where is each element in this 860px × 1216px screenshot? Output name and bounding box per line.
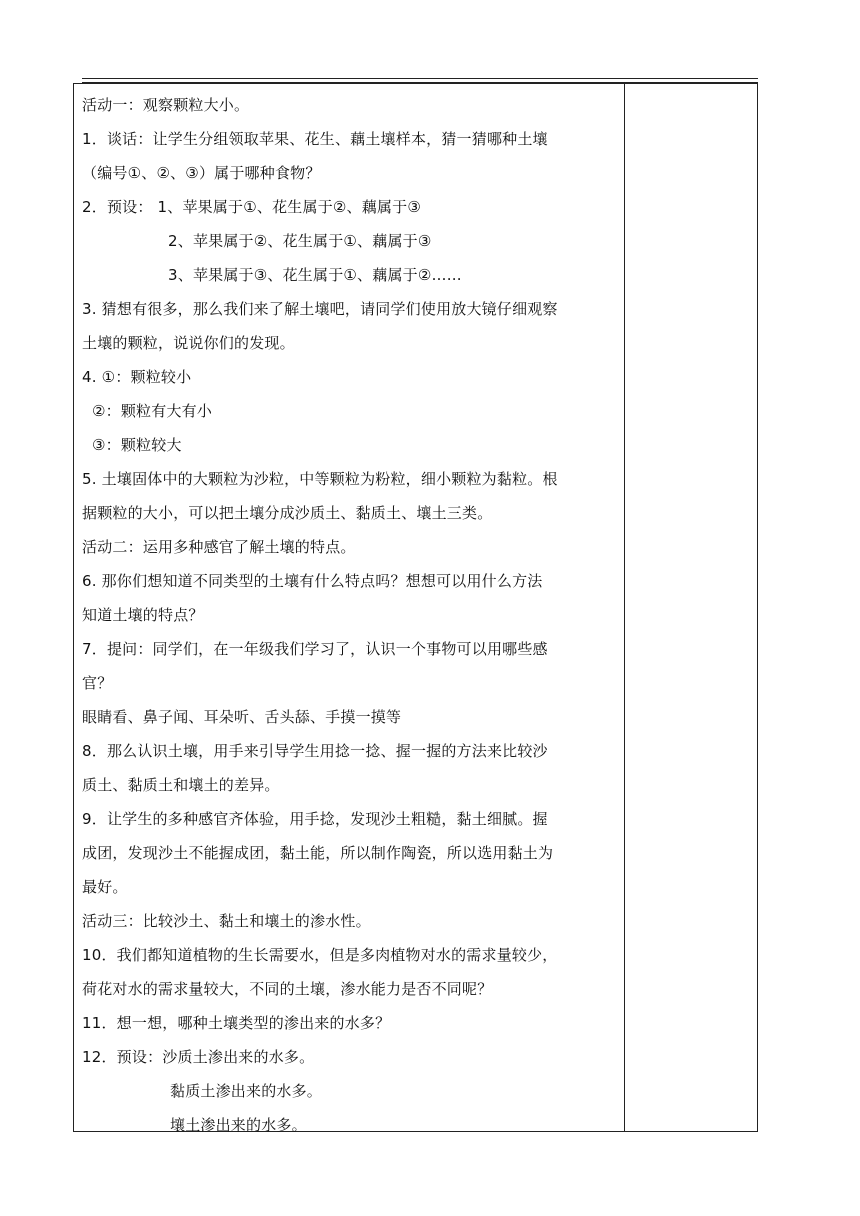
step-10-line-1: 10．我们都知道植物的生长需要水，但是多肉植物对水的需求量较少， bbox=[82, 946, 558, 964]
step-7-line-1: 7．提问：同学们，在一年级我们学习了，认识一个事物可以用哪些感 bbox=[82, 640, 548, 658]
step-7-line-2: 官？ bbox=[82, 674, 113, 692]
step-5-line-1: 5. 土壤固体中的大颗粒为沙粒，中等颗粒为粉粒，细小颗粒为黏粒。根 bbox=[82, 470, 558, 488]
step-3-line-2: 土壤的颗粒，说说你们的发现。 bbox=[82, 334, 295, 352]
step-1-line-2: （编号①、②、③）属于哪种食物？ bbox=[82, 164, 321, 182]
step-2-option-3: 3、苹果属于③、花生属于①、藕属于②…… bbox=[168, 266, 462, 284]
senses-list: 眼睛看、鼻子闻、耳朵听、舌头舔、手摸一摸等 bbox=[82, 708, 402, 726]
step-2-line-1: 2．预设： 1、苹果属于①、花生属于②、藕属于③ bbox=[82, 198, 421, 216]
step-6-line-2: 知道土壤的特点？ bbox=[82, 606, 204, 624]
step-2-option-2: 2、苹果属于②、花生属于①、藕属于③ bbox=[168, 232, 432, 250]
step-8-line-2: 质土、黏质土和壤土的差异。 bbox=[82, 776, 280, 794]
step-11-line: 11．想一想，哪种土壤类型的渗出来的水多？ bbox=[82, 1014, 391, 1032]
step-4-line-3: ③：颗粒较大 bbox=[92, 436, 182, 454]
step-1-line-1: 1．谈话：让学生分组领取苹果、花生、藕土壤样本，猜一猜哪种土壤 bbox=[82, 130, 548, 148]
lesson-content-cell bbox=[82, 88, 618, 1142]
notes-column-divider bbox=[624, 83, 625, 1132]
step-4-line-2: ②：颗粒有大有小 bbox=[92, 402, 213, 420]
header-rule-top bbox=[82, 78, 758, 79]
activity-one-heading: 活动一：观察颗粒大小。 bbox=[82, 96, 250, 114]
step-12-line-1: 12．预设：沙质土渗出来的水多。 bbox=[82, 1048, 315, 1066]
step-12-line-3: 壤土渗出来的水多。 bbox=[170, 1116, 307, 1134]
step-6-line-1: 6. 那你们想知道不同类型的土壤有什么特点吗？想想可以用什么方法 bbox=[82, 572, 543, 590]
step-10-line-2: 荷花对水的需求量较大，不同的土壤，渗水能力是否不同呢？ bbox=[82, 980, 493, 998]
step-8-line-1: 8．那么认识土壤，用手来引导学生用捻一捻、握一握的方法来比较沙 bbox=[82, 742, 548, 760]
step-5-line-2: 据颗粒的大小，可以把土壤分成沙质土、黏质土、壤土三类。 bbox=[82, 504, 493, 522]
step-3-line-1: 3. 猜想有很多，那么我们来了解土壤吧，请同学们使用放大镜仔细观察 bbox=[82, 300, 558, 318]
step-9-line-2: 成团，发现沙土不能握成团，黏土能，所以制作陶瓷，所以选用黏土为 bbox=[82, 844, 554, 862]
step-9-line-1: 9．让学生的多种感官齐体验，用手捻，发现沙土粗糙，黏土细腻。握 bbox=[82, 810, 548, 828]
step-9-line-3: 最好。 bbox=[82, 878, 128, 896]
step-4-line-1: 4. ①：颗粒较小 bbox=[82, 368, 192, 386]
activity-three-heading: 活动三：比较沙土、黏土和壤土的渗水性。 bbox=[82, 912, 371, 930]
activity-two-heading: 活动二：运用多种感官了解土壤的特点。 bbox=[82, 538, 356, 556]
step-12-line-2: 黏质土渗出来的水多。 bbox=[170, 1082, 323, 1100]
